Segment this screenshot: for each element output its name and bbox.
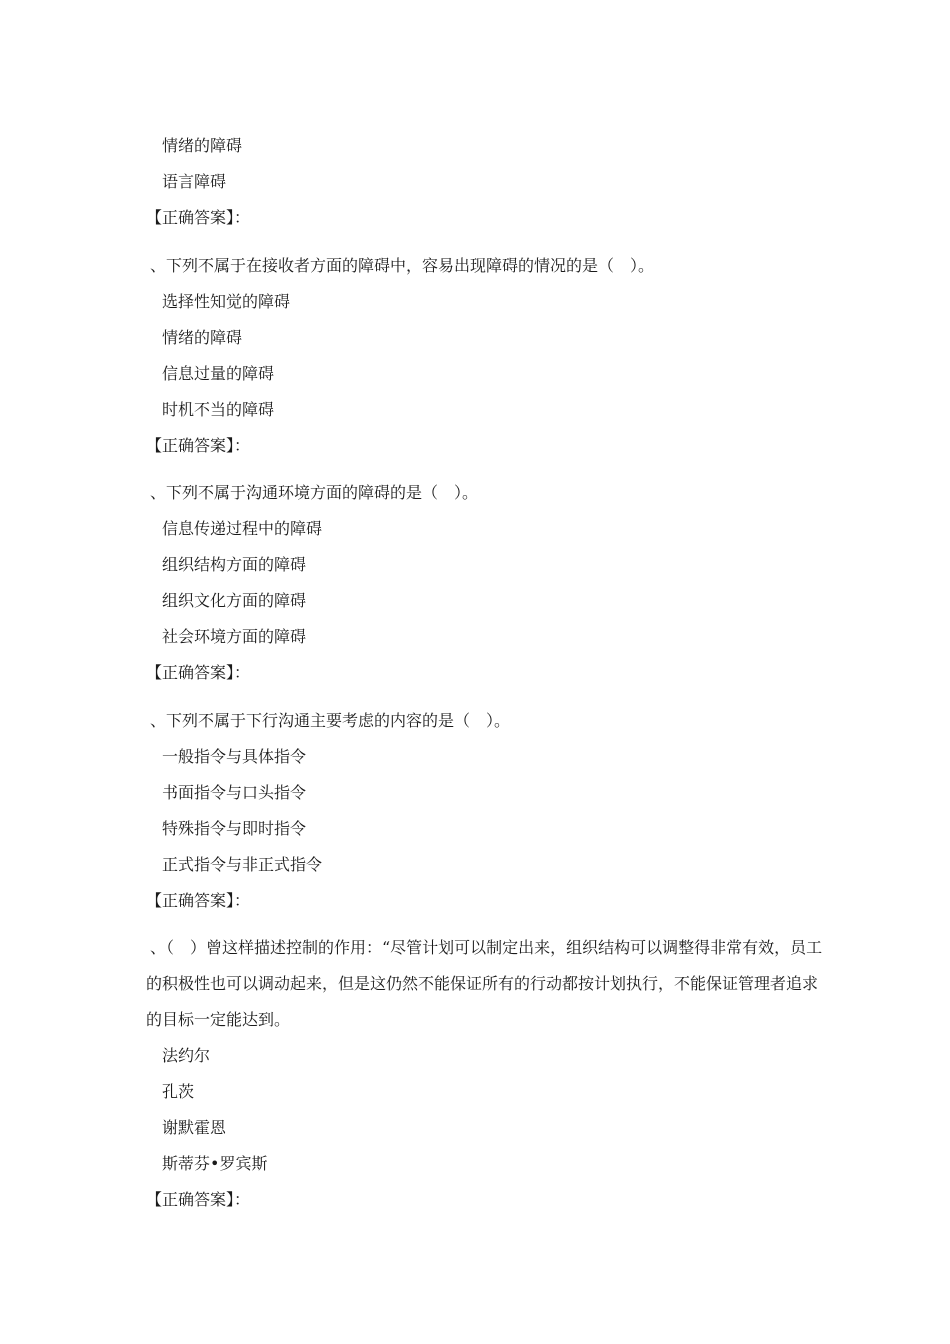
option-item: 选择性知觉的障碍	[162, 292, 291, 311]
option-item: 正式指令与非正式指令	[162, 855, 323, 874]
option-item: 孔茨	[162, 1082, 195, 1101]
question-text: 、下列不属于沟通环境方面的障碍的是（ ）。	[150, 483, 479, 502]
answer-label: 【正确答案】：	[146, 208, 251, 227]
answer-label: 【正确答案】：	[146, 663, 251, 682]
question-text: 、下列不属于在接收者方面的障碍中，容易出现障碍的情况的是（ ）。	[150, 256, 655, 275]
option-item: 语言障碍	[162, 172, 227, 191]
option-item: 斯蒂芬•罗宾斯	[162, 1154, 268, 1173]
question-text: 、下列不属于下行沟通主要考虑的内容的是（ ）。	[150, 711, 511, 730]
option-item: 特殊指令与即时指令	[162, 819, 307, 838]
answer-label: 【正确答案】：	[146, 891, 251, 910]
answer-label: 【正确答案】：	[146, 436, 251, 455]
option-item: 时机不当的障碍	[162, 400, 275, 419]
option-item: 书面指令与口头指令	[162, 783, 307, 802]
option-item: 法约尔	[162, 1046, 211, 1065]
option-item: 谢默霍恩	[162, 1118, 227, 1137]
option-item: 信息传递过程中的障碍	[162, 519, 323, 538]
answer-label: 【正确答案】：	[146, 1190, 251, 1209]
option-item: 情绪的障碍	[162, 328, 243, 347]
option-item: 组织结构方面的障碍	[162, 555, 307, 574]
option-item: 社会环境方面的障碍	[162, 627, 307, 646]
question-text: 、（ ）曾这样描述控制的作用：“尽管计划可以制定出来，组织结构可以调整得非常有效，员工的积极性也可以调动起来，但是这仍然不能保证所有的行动都按计划执行，不能保证管理者追求的目标一定能达到。	[146, 938, 823, 1029]
option-item: 组织文化方面的障碍	[162, 591, 307, 610]
option-item: 情绪的障碍	[162, 136, 243, 155]
option-item: 信息过量的障碍	[162, 364, 275, 383]
option-item: 一般指令与具体指令	[162, 747, 307, 766]
